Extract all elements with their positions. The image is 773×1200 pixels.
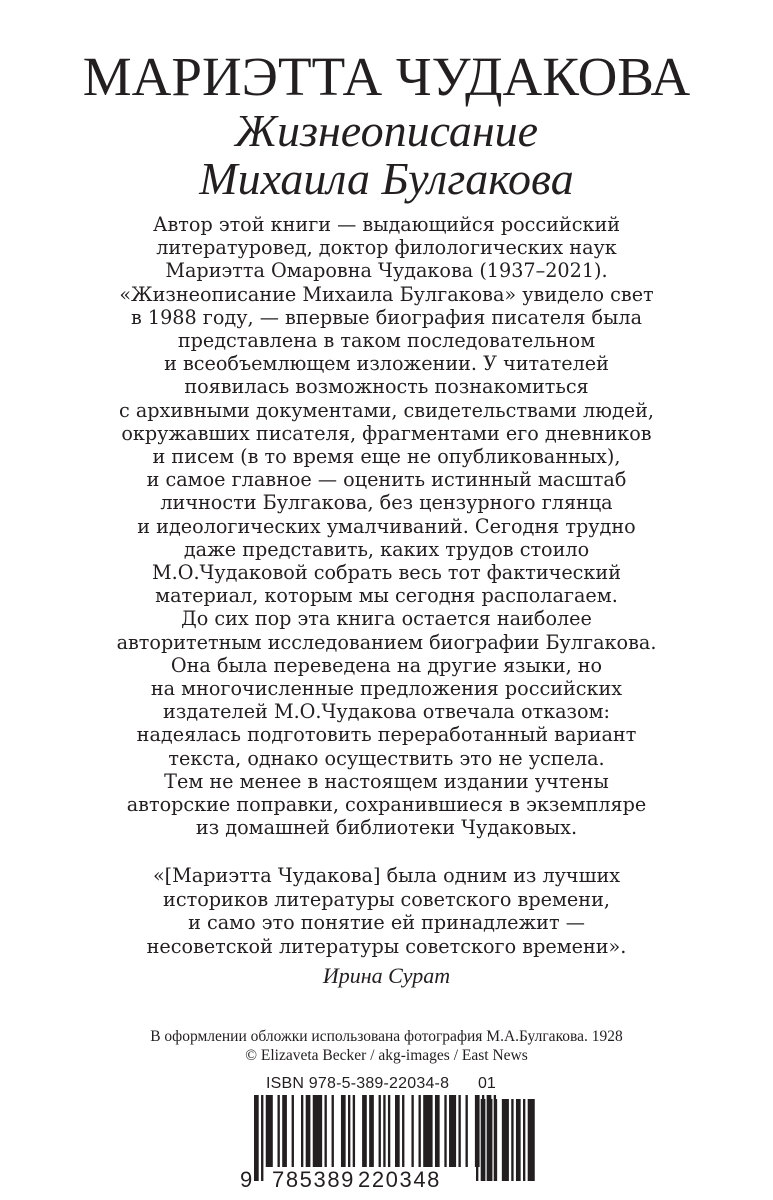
book-title-line: Михаила Булгакова bbox=[199, 153, 574, 204]
barcode-addon-bar bbox=[476, 1099, 478, 1181]
barcode-bar bbox=[292, 1095, 294, 1167]
book-title bbox=[0, 107, 773, 203]
barcode-digit-first: 9 bbox=[240, 1167, 253, 1192]
barcode-bar bbox=[388, 1095, 390, 1167]
barcode-addon-bar bbox=[516, 1099, 521, 1181]
annotation-line: появилась возможность познакомиться bbox=[184, 375, 589, 399]
annotation-line: материал, которым мы сегодня располагаем. bbox=[155, 584, 618, 608]
barcode-bar bbox=[435, 1095, 440, 1167]
barcode-bar bbox=[423, 1095, 432, 1167]
cover-credits bbox=[0, 1027, 773, 1065]
annotation-line: «Жизнеописание Михаила Булгакова» увидело свет bbox=[119, 282, 654, 306]
annotation-line: даже представить, каких трудов стоило bbox=[183, 537, 590, 561]
quote-author: Ирина Сурат bbox=[322, 963, 451, 988]
barcode-bar bbox=[402, 1095, 404, 1167]
annotation-line: в 1988 году, — впервые биография писателя была bbox=[130, 305, 643, 329]
barcode-bar bbox=[266, 1095, 273, 1167]
review-quote bbox=[0, 864, 773, 958]
annotation-line: и писем (в то время еще не опубликованных), bbox=[152, 445, 621, 469]
barcode-bar bbox=[419, 1095, 421, 1167]
annotation-line: Автор этой книги — выдающийся российский bbox=[152, 213, 621, 236]
annotation-line: литературовед, доктор филологических наук bbox=[156, 236, 617, 260]
quote-line: историков литературы советского времени, bbox=[163, 887, 610, 911]
barcode-digits-left: 785389 bbox=[272, 1167, 356, 1192]
annotation-line: Она была переведена на другие языки, но bbox=[170, 653, 603, 677]
annotation-line: личности Булгакова, без цензурного глянца bbox=[160, 491, 613, 515]
book-title-line: Жизнеописание bbox=[234, 105, 539, 156]
barcode-bar bbox=[282, 1095, 287, 1167]
barcode-addon-bar bbox=[523, 1099, 525, 1181]
isbn-barcode bbox=[232, 1075, 542, 1193]
annotation-text bbox=[0, 213, 773, 839]
annotation-line: авторские поправки, сохранившиеся в экземпляре bbox=[126, 793, 647, 817]
barcode-bar bbox=[444, 1095, 446, 1167]
barcode-bar bbox=[383, 1095, 385, 1167]
barcode-addon-bar bbox=[481, 1099, 486, 1181]
barcode-bar bbox=[332, 1095, 334, 1167]
barcode-bar bbox=[278, 1095, 280, 1167]
credits-line: © Elizaveta Becker / akg-images / East News bbox=[245, 1047, 528, 1064]
isbn-label: ISBN 978-5-389-22034-8 bbox=[266, 1075, 450, 1092]
barcode-bar bbox=[254, 1095, 259, 1181]
barcode-addon-code: 01 bbox=[478, 1075, 496, 1092]
barcode-bar bbox=[449, 1095, 456, 1167]
barcode-bar bbox=[301, 1095, 303, 1167]
annotation-line: Тем не менее в настоящем издании учтены bbox=[164, 769, 609, 793]
annotation-line: надеялась подготовить переработанный вариант bbox=[136, 723, 637, 747]
annotation-line: окружавших писателя, фрагментами его дневников bbox=[121, 421, 652, 445]
barcode-bar bbox=[395, 1095, 400, 1167]
annotation-line: До сих пор эта книга остается наиболее bbox=[181, 607, 592, 631]
annotation-line: и самое главное — оценить истинный масштаб bbox=[146, 468, 627, 492]
barcode-bar bbox=[369, 1095, 374, 1167]
barcode-bar bbox=[341, 1095, 346, 1167]
barcode-bar bbox=[362, 1095, 367, 1167]
annotation-line: текста, однако осуществить это не успела. bbox=[168, 746, 605, 770]
annotation-line: представлена в таком последовательном bbox=[177, 329, 596, 353]
barcode-bar bbox=[325, 1095, 327, 1167]
barcode-digits-right: 220348 bbox=[358, 1167, 442, 1192]
barcode-bar bbox=[458, 1095, 460, 1167]
barcode-bar bbox=[348, 1095, 350, 1167]
quote-line: несоветской литературы советского времени». bbox=[146, 934, 627, 958]
barcode-addon-bar bbox=[502, 1099, 509, 1181]
annotation-line: с архивными документами, свидетельствами людей, bbox=[118, 398, 654, 422]
quote-line: «[Мариэтта Чудакова] была одним из лучших bbox=[152, 864, 621, 887]
annotation-line: Мариэтта Омаровна Чудакова (1937–2021). bbox=[165, 259, 608, 283]
annotation-line: издателей М.О.Чудакова отвечала отказом: bbox=[163, 700, 610, 724]
barcode-bar bbox=[353, 1095, 355, 1167]
credits-line: В оформлении обложки использована фотография М.А.Булгакова. 1928 bbox=[150, 1028, 623, 1045]
annotation-line: авторитетным исследованием биографии Булгакова. bbox=[116, 630, 657, 654]
annotation-line: на многочисленные предложения российских bbox=[150, 677, 623, 701]
annotation-line: и всеобъемлющем изложении. У читателей bbox=[164, 352, 609, 376]
barcode-bar bbox=[379, 1095, 381, 1167]
barcode-bar bbox=[313, 1095, 322, 1167]
barcode-addon-bar bbox=[511, 1099, 513, 1181]
annotation-line: М.О.Чудаковой собрать весь тот фактический bbox=[151, 561, 621, 585]
barcode-bar bbox=[466, 1095, 468, 1167]
barcode-addon-bar bbox=[528, 1099, 535, 1181]
barcode-bar bbox=[306, 1095, 311, 1167]
barcode-bar bbox=[411, 1095, 413, 1167]
barcode-addon-bar bbox=[495, 1099, 497, 1181]
author-name: МАРИЭТТА ЧУДАКОВА bbox=[82, 46, 691, 107]
barcode-bar bbox=[261, 1095, 263, 1181]
quote-line: и само это понятие ей принадлежит — bbox=[188, 911, 585, 934]
barcode-addon-bar bbox=[490, 1099, 492, 1181]
annotation-line: из домашней библиотеки Чудаковых. bbox=[195, 816, 578, 840]
annotation-line: и идеологических умалчиваний. Сегодня трудно bbox=[137, 514, 636, 538]
